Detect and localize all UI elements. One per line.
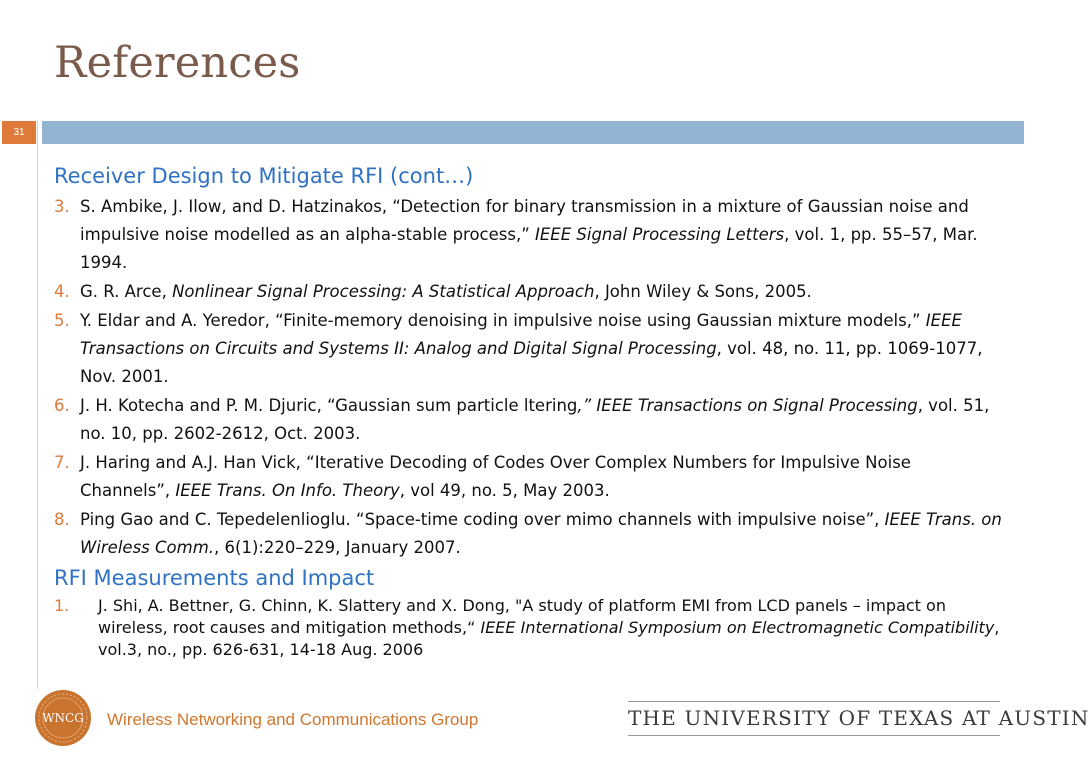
reference-details: , John Wiley & Sons, 2005. [594, 282, 812, 301]
section-heading-rfi-measurements: RFI Measurements and Impact [54, 566, 375, 590]
university-name: THE UNIVERSITY OF TEXAS AT AUSTIN [628, 706, 1090, 730]
reference-venue: IEEE Trans. on Wireless Comm. [80, 510, 1002, 557]
slide-number: 31 [2, 121, 36, 144]
reference-venue: ,” IEEE Transactions on Signal Processing [577, 396, 918, 415]
reference-item [54, 392, 1004, 448]
reference-details: , vol.3, no., pp. 626-631, 14-18 Aug. 2006 [98, 618, 1000, 659]
reference-item [54, 506, 1004, 562]
reference-item [54, 307, 1004, 391]
reference-number: 5. [54, 311, 70, 330]
reference-list-receiver-design [54, 193, 1004, 562]
wncg-logo-text: WNCG [42, 711, 84, 725]
reference-item [54, 278, 1004, 306]
wncg-logo [34, 689, 92, 747]
reference-number: 7. [54, 453, 70, 472]
reference-item [54, 449, 1004, 505]
reference-details: , vol 49, no. 5, May 2003. [399, 481, 610, 500]
reference-text: Ping Gao and C. Tepedelenlioglu. “Space-time coding over mimo channels with impulsive noise”, [80, 510, 885, 529]
reference-list-rfi-measurements [54, 595, 1004, 661]
reference-details: , 6(1):220–229, January 2007. [214, 538, 461, 557]
reference-item [54, 595, 1004, 661]
reference-details: , vol. 1, pp. 55–57, Mar. 1994. [80, 225, 978, 272]
university-rule-top [628, 701, 1000, 702]
reference-text: J. Haring and A.J. Han Vick, “Iterative Decoding of Codes Over Complex Numbers for Impulsive Noise Channels”, [80, 453, 911, 500]
reference-text: J. Shi, A. Bettner, G. Chinn, K. Slattery and X. Dong, "A study of platform EMI from LCD panels – impact on wireless, root causes and mitigation methods,“ [98, 596, 946, 637]
left-divider [37, 121, 38, 689]
reference-venue: IEEE Transactions on Circuits and Systems II: Analog and Digital Signal Processing [80, 311, 962, 358]
group-name: Wireless Networking and Communications Group [107, 710, 479, 729]
slide-content [54, 162, 1004, 662]
reference-venue: IEEE Trans. On Info. Theory [175, 481, 400, 500]
wncg-logo-icon [34, 689, 92, 747]
reference-item [54, 193, 1004, 277]
reference-venue: IEEE Signal Processing Letters [535, 225, 785, 244]
reference-details: , vol. 48, no. 11, pp. 1069-1077, Nov. 2001. [80, 339, 983, 386]
university-rule-bottom [628, 735, 1000, 736]
reference-venue: IEEE International Symposium on Electromagnetic Compatibility [480, 618, 995, 637]
reference-details: , vol. 51, no. 10, pp. 2602-2612, Oct. 2003. [80, 396, 990, 443]
reference-text: J. H. Kotecha and P. M. Djuric, “Gaussian sum particle ltering [80, 396, 578, 415]
slide-title: References [54, 38, 301, 88]
reference-text: G. R. Arce, [80, 282, 173, 301]
title-band [42, 121, 1024, 144]
reference-text: S. Ambike, J. Ilow, and D. Hatzinakos, “Detection for binary transmission in a mixture of Gaussian noise and impulsive noise modelled as an alpha-stable process,” [80, 197, 969, 244]
reference-number: 3. [54, 197, 70, 216]
reference-number: 8. [54, 510, 70, 529]
reference-venue: Nonlinear Signal Processing: A Statistical Approach [172, 282, 595, 301]
reference-number: 1. [54, 596, 70, 615]
section-heading-receiver-design: Receiver Design to Mitigate RFI (cont…) [54, 164, 474, 188]
reference-text: Y. Eldar and A. Yeredor, “Finite-memory denoising in impulsive noise using Gaussian mixture models,” [80, 311, 926, 330]
reference-number: 6. [54, 396, 70, 415]
reference-number: 4. [54, 282, 70, 301]
